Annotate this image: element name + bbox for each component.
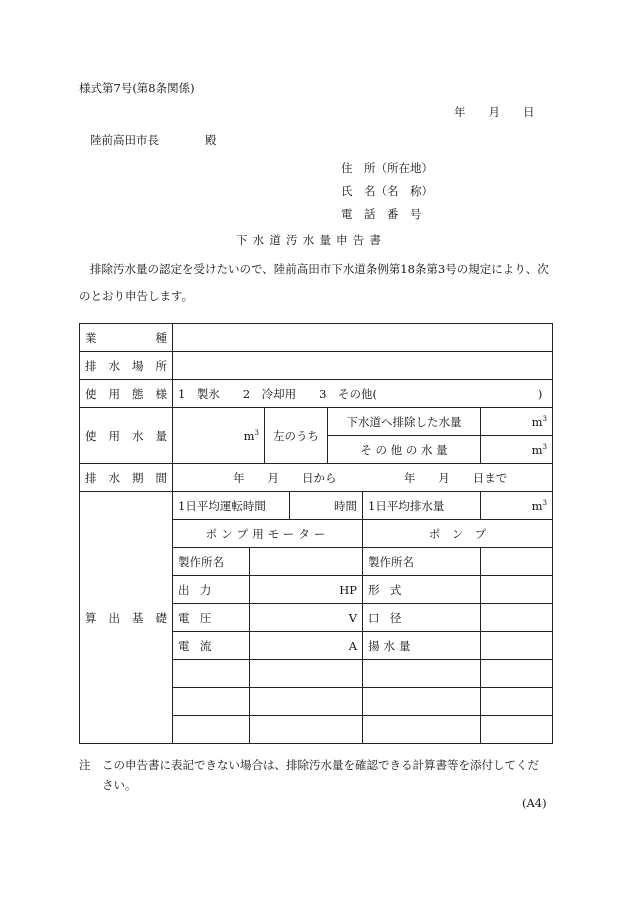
- of-which-label: 左のうち: [265, 408, 328, 464]
- usage-label: 使 用 態 様: [85, 386, 167, 401]
- cubic-meter-unit: m: [531, 498, 543, 513]
- row-usage: [80, 380, 553, 408]
- pump-maker-label: 製作所名: [363, 548, 481, 576]
- motor-maker-label: 製作所名: [173, 548, 250, 576]
- address-label: 住 所（所在地）: [341, 161, 433, 175]
- unit-superscript: 3: [542, 498, 547, 507]
- drain-place-label: 排 水 場 所: [85, 358, 167, 373]
- water-volume-field[interactable]: [173, 408, 265, 464]
- body-text-line2: のとおり申告します。: [79, 289, 194, 303]
- sewer-discharged-field[interactable]: [481, 408, 553, 436]
- other-volume-field[interactable]: [481, 436, 553, 464]
- row-drain-place: [80, 352, 553, 380]
- blank-cell[interactable]: [481, 716, 553, 744]
- phone-label: 電 話 番 号: [341, 207, 422, 221]
- basis-label: 算 出 基 礎: [85, 610, 167, 625]
- note-line2: さい。: [102, 778, 137, 792]
- blank-cell[interactable]: [250, 716, 363, 744]
- blank-cell[interactable]: [173, 660, 250, 688]
- unit-superscript: 3: [542, 442, 547, 451]
- water-volume-label: 使 用 水 量: [85, 428, 167, 443]
- daily-drain-label: 1日平均排水量: [363, 492, 481, 520]
- other-volume-label: そ の 他 の 水 量: [328, 436, 481, 464]
- industry-label: 業 種: [85, 330, 167, 345]
- blank-cell[interactable]: [481, 688, 553, 716]
- blank-cell[interactable]: [363, 716, 481, 744]
- addressee: 陸前高田市長 殿: [90, 133, 217, 147]
- lift-label: 揚水量: [363, 632, 481, 660]
- declaration-table: [79, 323, 553, 744]
- blank-cell[interactable]: [481, 660, 553, 688]
- blank-cell[interactable]: [363, 688, 481, 716]
- blank-cell[interactable]: [250, 688, 363, 716]
- output-field[interactable]: HP: [250, 576, 363, 604]
- usage-options[interactable]: 1 製氷 2 冷却用 3 その他( ): [173, 380, 553, 408]
- blank-cell[interactable]: [173, 688, 250, 716]
- motor-maker-field[interactable]: [250, 548, 363, 576]
- current-label: 電流: [173, 632, 250, 660]
- row-drain-period: [80, 464, 553, 492]
- daily-hours-label: 1日平均運転時間: [173, 492, 290, 520]
- voltage-field[interactable]: V: [250, 604, 363, 632]
- paper-size: (A4): [522, 796, 547, 810]
- body-text-line1: 排除汚水量の認定を受けたいので、陸前高田市下水道条例第18条第3号の規定により、次: [90, 262, 549, 276]
- blank-cell[interactable]: [363, 660, 481, 688]
- sewer-discharged-label: 下水道へ排除した水量: [328, 408, 481, 436]
- row-industry: [80, 324, 553, 352]
- period-from: 年 月 日から: [233, 470, 337, 485]
- pump-motor-header: ポンプ用モーター: [173, 520, 363, 548]
- output-label: 出力: [173, 576, 250, 604]
- cubic-meter-unit: m: [243, 428, 255, 443]
- diameter-label: 口径: [363, 604, 481, 632]
- date-line: 年 月 日: [454, 105, 535, 119]
- pump-maker-field[interactable]: [481, 548, 553, 576]
- period-to: 年 月 日まで: [403, 470, 508, 485]
- current-field[interactable]: A: [250, 632, 363, 660]
- type-field[interactable]: [481, 576, 553, 604]
- drain-period-label: 排 水 期 間: [85, 470, 167, 485]
- daily-hours-field[interactable]: 時間: [290, 492, 363, 520]
- lift-field[interactable]: [481, 632, 553, 660]
- drain-place-field[interactable]: [173, 352, 553, 380]
- daily-drain-field[interactable]: [481, 492, 553, 520]
- voltage-label: 電圧: [173, 604, 250, 632]
- blank-cell[interactable]: [173, 716, 250, 744]
- document-title: 下水道汚水量申告書: [236, 233, 387, 247]
- industry-field[interactable]: [173, 324, 553, 352]
- unit-superscript: 3: [254, 428, 259, 437]
- row-basis-hours: [80, 492, 553, 520]
- diameter-field[interactable]: [481, 604, 553, 632]
- pump-header: ポ ン プ: [363, 520, 553, 548]
- name-label: 氏 名（名 称）: [341, 184, 433, 198]
- unit-superscript: 3: [542, 414, 547, 423]
- cubic-meter-unit: m: [531, 442, 543, 457]
- cubic-meter-unit: m: [531, 414, 543, 429]
- drain-period-field[interactable]: [173, 464, 553, 492]
- type-label: 形式: [363, 576, 481, 604]
- form-number: 様式第7号(第8条関係): [79, 81, 195, 95]
- blank-cell[interactable]: [250, 660, 363, 688]
- note-line1: 注 この申告書に表記できない場合は、排除汚水量を確認できる計算書等を添付してくだ: [79, 758, 539, 772]
- row-water-volume-1: [80, 408, 553, 436]
